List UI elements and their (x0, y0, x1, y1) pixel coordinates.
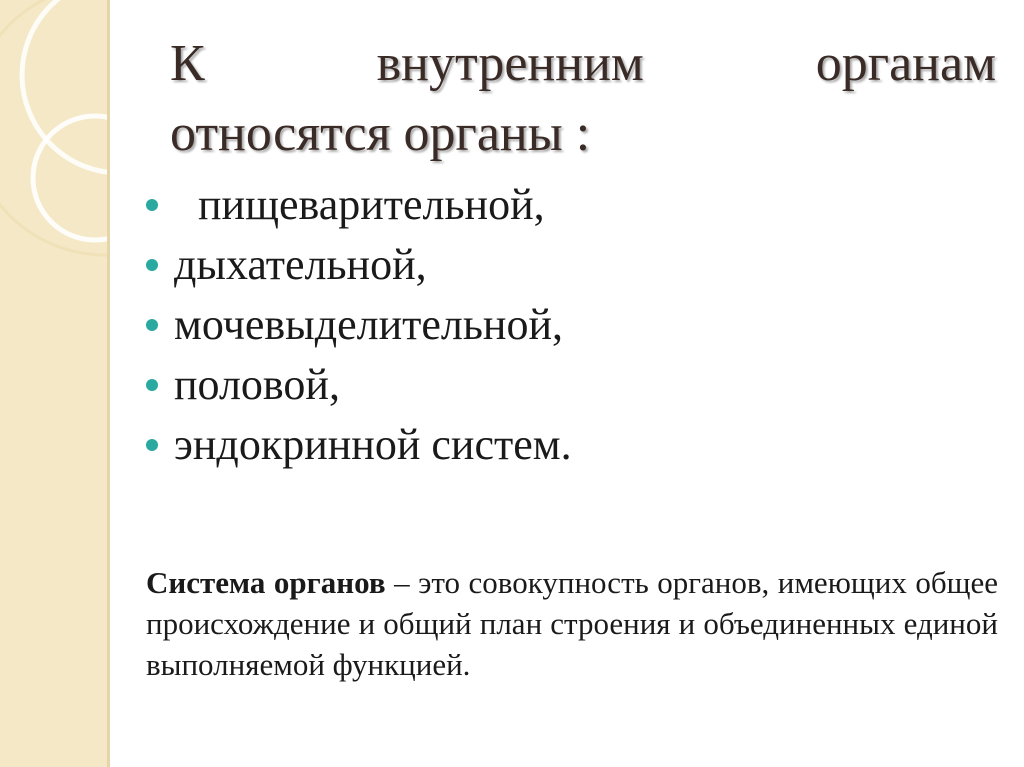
list-item-text: мочевыделительной, (174, 300, 563, 349)
list-item-text: половой, (174, 360, 340, 409)
bullet-dot-icon (146, 319, 158, 331)
list-item (140, 180, 572, 230)
list-item (140, 240, 572, 290)
large-ring-icon (22, 0, 110, 173)
definition-term: Система органов (146, 565, 386, 600)
title-word-1: К (170, 35, 205, 92)
slide-title (170, 32, 996, 166)
list-item (140, 420, 572, 470)
bullet-dot-icon (146, 259, 158, 271)
bullet-dot-icon (146, 379, 158, 391)
title-line-1 (170, 32, 996, 96)
bullet-dot-icon (146, 199, 158, 211)
list-item (140, 300, 572, 350)
organ-system-definition (146, 562, 998, 685)
list-item-text: дыхательной, (174, 240, 427, 289)
title-line-2: относятся органы : (170, 105, 591, 162)
circle-ornament-icon (0, 0, 110, 767)
list-item (140, 360, 572, 410)
title-word-3: органам (815, 35, 996, 92)
list-item-text: пищеварительной, (198, 180, 545, 229)
organ-systems-list (140, 180, 572, 480)
side-decoration-band (0, 0, 110, 767)
definition-text: – это совокупность органов, имеющих общее происхождение и общий план строения и объединенных единой выполняемой функцией. (146, 565, 998, 682)
title-word-2: внутренним (376, 35, 644, 92)
list-item-text: эндокринной систем. (174, 420, 572, 469)
bullet-dot-icon (146, 439, 158, 451)
